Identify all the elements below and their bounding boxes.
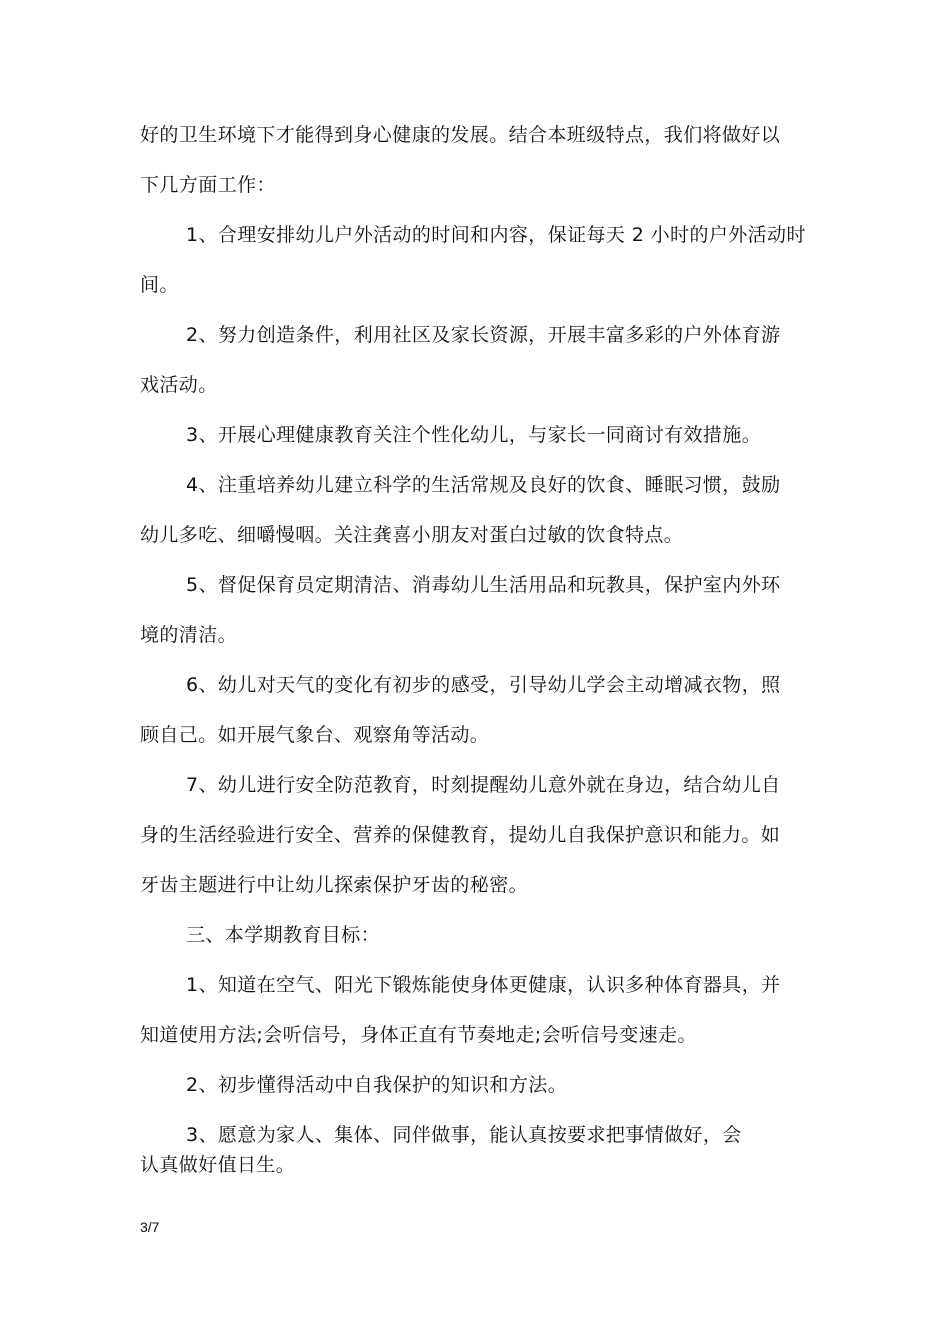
- list-item-5-line-1: 5、督促保育员定期清洁、消毒幼儿生活用品和玩教具，保护室内外环: [186, 574, 781, 596]
- list-item-3-line-1: 3、开展心理健康教育关注个性化幼儿，与家长一同商讨有效措施。: [186, 424, 762, 446]
- page-number: 3/7: [140, 1219, 160, 1235]
- list-item-2-line-2: 戏活动。: [140, 374, 218, 396]
- list-item-1-line-2: 间。: [140, 274, 179, 296]
- text-line: 下几方面工作：: [140, 174, 276, 196]
- text-line: 好的卫生环境下才能得到身心健康的发展。结合本班级特点，我们将做好以: [140, 124, 781, 146]
- goal-item-2-line-1: 2、初步懂得活动中自我保护的知识和方法。: [186, 1074, 568, 1096]
- list-item-5-line-2: 境的清洁。: [140, 624, 238, 646]
- goal-item-1-line-2: 知道使用方法;会听信号，身体正直有节奏地走;会听信号变速走。: [140, 1024, 697, 1046]
- list-item-6-line-1: 6、幼儿对天气的变化有初步的感受，引导幼儿学会主动增减衣物，照: [186, 674, 781, 696]
- list-item-6-line-2: 顾自己。如开展气象台、观察角等活动。: [140, 724, 490, 746]
- list-item-4-line-2: 幼儿多吃、细嚼慢咽。关注龚喜小朋友对蛋白过敏的饮食特点。: [140, 524, 684, 546]
- list-item-4-line-1: 4、注重培养幼儿建立科学的生活常规及良好的饮食、睡眠习惯，鼓励: [186, 474, 781, 496]
- list-item-7-line-3: 牙齿主题进行中让幼儿探索保护牙齿的秘密。: [140, 874, 529, 896]
- goal-item-1-line-1: 1、知道在空气、阳光下锻炼能使身体更健康，认识多种体育器具，并: [186, 974, 781, 996]
- list-item-2-line-1: 2、努力创造条件，利用社区及家长资源，开展丰富多彩的户外体育游: [186, 324, 781, 346]
- list-item-7-line-1: 7、幼儿进行安全防范教育，时刻提醒幼儿意外就在身边，结合幼儿自: [186, 774, 781, 796]
- goal-item-3-line-1: 3、愿意为家人、集体、同伴做事，能认真按要求把事情做好，会: [186, 1124, 742, 1146]
- goal-item-3-line-2: 认真做好值日生。: [140, 1154, 296, 1176]
- section-heading: 三、本学期教育目标：: [186, 924, 381, 946]
- list-item-7-line-2: 身的生活经验进行安全、营养的保健教育，提幼儿自我保护意识和能力。如: [140, 824, 781, 846]
- list-item-1-line-1: 1、合理安排幼儿户外活动的时间和内容，保证每天 2 小时的户外活动时: [186, 224, 806, 246]
